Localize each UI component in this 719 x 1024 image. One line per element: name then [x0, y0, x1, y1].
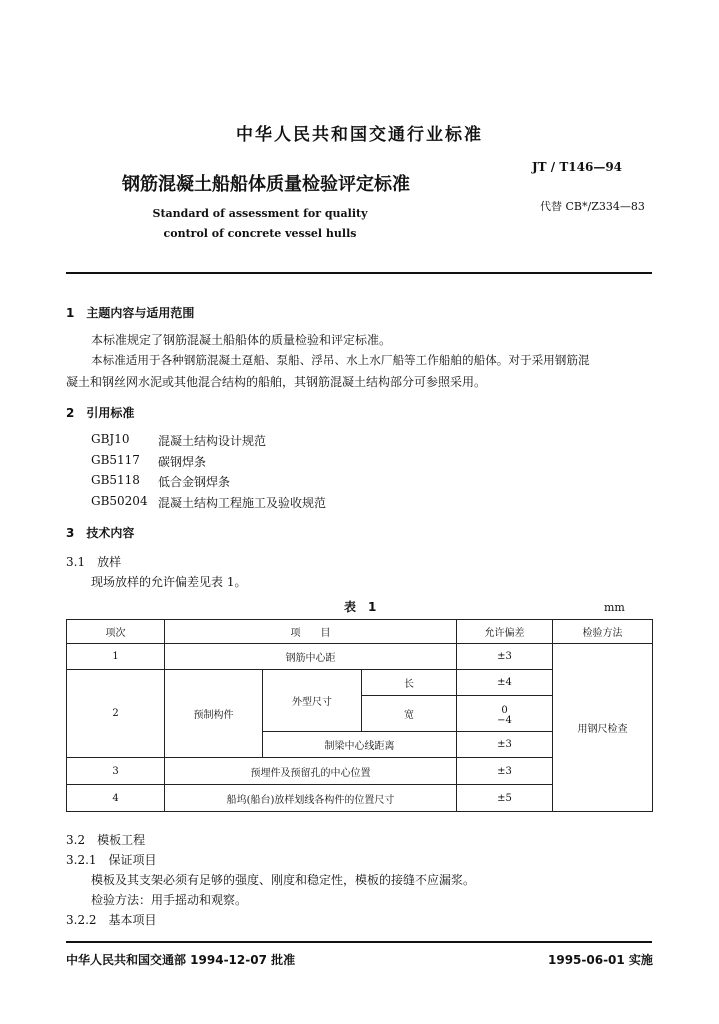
row-width: 宽: [362, 696, 457, 732]
row-tolerance: ±3: [457, 644, 553, 670]
section-3-2-title: 3.2 模板工程: [66, 833, 146, 847]
header-item-no: 项次: [67, 620, 165, 644]
section-3-2-1-title: 3.2.1 保证项目: [66, 853, 157, 867]
reference-code: GB5117: [91, 453, 140, 467]
section-1-paragraph-1: 本标准规定了钢筋混凝土船船体的质量检验和评定标准。: [91, 333, 392, 347]
section-2-title: 2 引用标准: [66, 406, 135, 420]
standard-code: JT / T146—94: [532, 160, 623, 174]
section-3-2-1-paragraph-2: 检验方法：用手摇动和观察。: [91, 893, 248, 907]
row-tolerance: ±3: [457, 758, 553, 785]
section-3-2-2-title: 3.2.2 基本项目: [66, 913, 157, 927]
row-item: 预埋件及预留孔的中心位置: [165, 758, 457, 785]
row-no: 3: [67, 758, 165, 785]
reference-code: GB5118: [91, 473, 140, 487]
tolerance-table: [66, 619, 653, 812]
reference-name: 混凝土结构工程施工及验收规范: [158, 496, 327, 510]
section-1-paragraph-2a: 本标准适用于各种钢筋混凝土趸船、泵船、浮吊、水上水厂船等工作船舶的船体。对于采用钢筋混: [91, 353, 590, 367]
reference-code: GBJ10: [91, 432, 130, 446]
header-rule: [66, 272, 652, 274]
table-row: [67, 644, 653, 670]
row-item: 船坞(船台)放样划线各构件的位置尺寸: [165, 785, 457, 812]
section-1-title: 1 主题内容与适用范围: [66, 306, 195, 320]
row-no: 4: [67, 785, 165, 812]
row-width-tolerance-lower: −4: [457, 716, 553, 732]
section-1-paragraph-2b: 凝土和钢丝网水泥或其他混合结构的船舶，其钢筋混凝土结构部分可参照采用。: [66, 375, 487, 389]
footer-rule: [66, 941, 652, 943]
reference-name: 碳钢焊条: [158, 455, 207, 469]
section-3-1-title: 3.1 放样: [66, 555, 122, 569]
row-length-tolerance: ±4: [457, 670, 553, 696]
section-3-title: 3 技术内容: [66, 526, 135, 540]
table-header-row: [67, 620, 653, 644]
document-title-en-line1: Standard of assessment for quality: [152, 207, 368, 220]
row-tolerance: ±5: [457, 785, 553, 812]
section-3-1-paragraph: 现场放样的允许偏差见表 1。: [91, 575, 247, 589]
row-no: 2: [67, 670, 165, 758]
reference-code: GB50204: [91, 494, 148, 508]
issuer-title: 中华人民共和国交通行业标准: [236, 125, 483, 145]
method-cell: 用钢尺检查: [553, 644, 653, 812]
section-3-2-1-paragraph-1: 模板及其支架必须有足够的强度、刚度和稳定性，模板的接缝不应漏浆。: [91, 873, 476, 887]
approval-date: 中华人民共和国交通部 1994-12-07 批准: [66, 953, 296, 967]
row-length: 长: [362, 670, 457, 696]
reference-name: 低合金钢焊条: [158, 475, 231, 489]
row-subitem: 制梁中心线距离: [263, 732, 457, 758]
header-tolerance: 允许偏差: [457, 620, 553, 644]
row-width-tolerance-upper: 0: [457, 696, 553, 716]
effective-date: 1995-06-01 实施: [548, 953, 653, 967]
row-no: 1: [67, 644, 165, 670]
header-method: 检验方法: [553, 620, 653, 644]
table-caption: 表 1: [344, 600, 377, 614]
row-group: 预制构件: [165, 670, 263, 758]
reference-name: 混凝土结构设计规范: [158, 434, 267, 448]
header-item: 项 目: [165, 620, 457, 644]
table-unit: mm: [604, 601, 625, 614]
replaces-code: 代替 CB*/Z334—83: [540, 200, 645, 213]
row-dimension: 外型尺寸: [263, 670, 362, 732]
document-title-cn: 钢筋混凝土船船体质量检验评定标准: [122, 174, 410, 195]
document-title-en-line2: control of concrete vessel hulls: [163, 227, 357, 240]
row-subitem-tolerance: ±3: [457, 732, 553, 758]
row-item: 钢筋中心距: [165, 644, 457, 670]
